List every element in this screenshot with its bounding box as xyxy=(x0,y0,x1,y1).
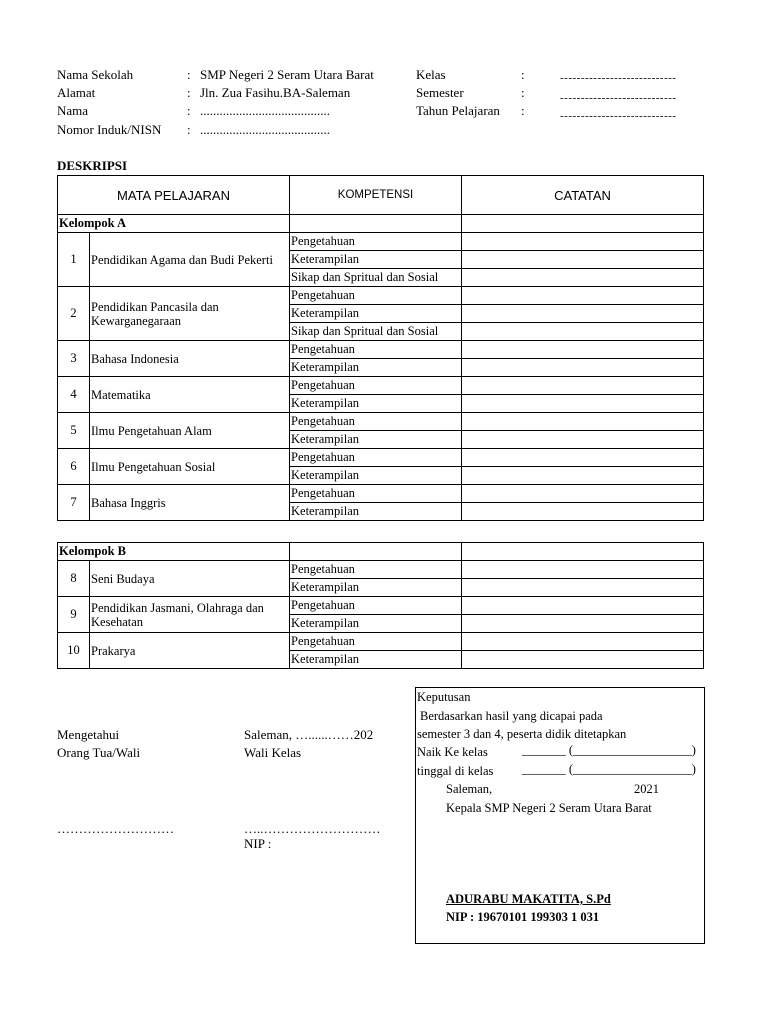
catatan-cell[interactable] xyxy=(462,449,704,467)
kelompok-a-title: Kelompok A xyxy=(58,215,290,233)
subject-name: Bahasa Indonesia xyxy=(90,341,290,377)
kepala-sekolah-nip: NIP : 19670101 199303 1 031 xyxy=(446,910,600,924)
orang-tua-label: Orang Tua/Wali xyxy=(57,745,141,760)
subject-number: 7 xyxy=(58,485,90,521)
kompetensi-cell: Keterampilan xyxy=(290,251,462,269)
catatan-cell[interactable] xyxy=(462,597,704,615)
header-mata-pelajaran: MATA PELAJARAN xyxy=(58,176,290,215)
table-row xyxy=(58,597,704,615)
catatan-cell[interactable] xyxy=(462,251,704,269)
kompetensi-cell: Pengetahuan xyxy=(290,485,462,503)
kompetensi-cell: Pengetahuan xyxy=(290,449,462,467)
nama-label: Nama xyxy=(57,103,89,118)
kompetensi-cell: Pengetahuan xyxy=(290,561,462,579)
catatan-cell[interactable] xyxy=(462,413,704,431)
catatan-cell[interactable] xyxy=(462,269,704,287)
catatan-cell[interactable] xyxy=(462,579,704,597)
kompetensi-cell: Keterampilan xyxy=(290,615,462,633)
keputusan-year: 2021 xyxy=(634,782,659,796)
subject-number: 10 xyxy=(58,633,90,669)
keputusan-box xyxy=(415,687,705,944)
kompetensi-cell: Keterampilan xyxy=(290,651,462,669)
kompetensi-cell: Pengetahuan xyxy=(290,597,462,615)
catatan-cell[interactable] xyxy=(462,323,704,341)
tinggal-kelas-label: tinggal di kelas xyxy=(417,764,494,778)
catatan-cell[interactable] xyxy=(462,395,704,413)
keputusan-line2: semester 3 dan 4, peserta didik ditetapkan xyxy=(417,727,627,741)
catatan-cell[interactable] xyxy=(462,561,704,579)
catatan-cell[interactable] xyxy=(462,287,704,305)
kompetensi-cell: Keterampilan xyxy=(290,305,462,323)
header-kompetensi: KOMPETENSI xyxy=(290,176,462,215)
catatan-cell[interactable] xyxy=(462,503,704,521)
subject-name: Pendidikan Pancasila dan Kewarganegaraan xyxy=(90,287,290,341)
colon: : xyxy=(521,67,525,82)
wali-kelas-signature-line[interactable]: …..……………………… xyxy=(244,821,381,836)
kompetensi-cell: Pengetahuan xyxy=(290,233,462,251)
kelas-label: Kelas xyxy=(416,67,446,82)
kompetensi-cell: Sikap dan Spritual dan Sosial xyxy=(290,323,462,341)
naik-kelas-label: Naik Ke kelas xyxy=(417,745,488,759)
kepala-sekolah-name: ADURABU MAKATITA, S.Pd xyxy=(446,892,611,906)
kompetensi-cell: Keterampilan xyxy=(290,395,462,413)
table-row xyxy=(58,413,704,431)
kompetensi-cell: Pengetahuan xyxy=(290,413,462,431)
kompetensi-cell: Pengetahuan xyxy=(290,377,462,395)
colon: : xyxy=(187,67,191,82)
group-row xyxy=(58,543,704,561)
colon: : xyxy=(187,103,191,118)
catatan-cell[interactable] xyxy=(462,485,704,503)
group-row xyxy=(58,215,704,233)
subject-name: Prakarya xyxy=(90,633,290,669)
kompetensi-cell: Keterampilan xyxy=(290,467,462,485)
wali-nip-label: NIP : xyxy=(244,836,272,851)
kompetensi-cell: Sikap dan Spritual dan Sosial xyxy=(290,269,462,287)
kompetensi-cell: Pengetahuan xyxy=(290,633,462,651)
kelompok-b-title: Kelompok B xyxy=(58,543,290,561)
table-row xyxy=(58,341,704,359)
keputusan-place: Saleman, xyxy=(446,782,493,796)
table-row xyxy=(58,633,704,651)
colon: : xyxy=(521,85,525,100)
orang-tua-signature-line[interactable]: ……………………… xyxy=(57,821,174,836)
tahun-blank[interactable]: ---------------------------- xyxy=(560,110,677,122)
subject-name: Pendidikan Jasmani, Olahraga dan Kesehatan xyxy=(90,597,290,633)
keputusan-title: Keputusan xyxy=(417,690,471,704)
nisn-label: Nomor Induk/NISN xyxy=(57,122,162,137)
table-row xyxy=(58,449,704,467)
nama-value[interactable]: ........................................ xyxy=(200,103,330,118)
subject-number: 3 xyxy=(58,341,90,377)
nama-sekolah-value: SMP Negeri 2 Seram Utara Barat xyxy=(200,67,374,82)
kompetensi-cell: Pengetahuan xyxy=(290,341,462,359)
semester-blank[interactable]: ---------------------------- xyxy=(560,92,677,104)
subject-name: Pendidikan Agama dan Budi Pekerti xyxy=(90,233,290,287)
kompetensi-cell: Keterampilan xyxy=(290,359,462,377)
catatan-cell[interactable] xyxy=(462,359,704,377)
catatan-cell[interactable] xyxy=(462,651,704,669)
kepala-sekolah-label: Kepala SMP Negeri 2 Seram Utara Barat xyxy=(446,801,652,815)
mengetahui: Mengetahui xyxy=(57,727,120,742)
catatan-cell[interactable] xyxy=(462,305,704,323)
table-row xyxy=(58,485,704,503)
catatan-cell[interactable] xyxy=(462,233,704,251)
semester-label: Semester xyxy=(416,85,464,100)
table-row xyxy=(58,233,704,251)
nama-sekolah-label: Nama Sekolah xyxy=(57,67,134,82)
header-catatan: CATATAN xyxy=(462,176,704,215)
saleman-date: Saleman, …......……202 xyxy=(244,727,374,742)
subject-number: 2 xyxy=(58,287,90,341)
tahun-label: Tahun Pelajaran xyxy=(416,103,500,118)
catatan-cell[interactable] xyxy=(462,341,704,359)
colon: : xyxy=(187,85,191,100)
subject-number: 1 xyxy=(58,233,90,287)
table-row xyxy=(58,561,704,579)
kompetensi-cell: Keterampilan xyxy=(290,579,462,597)
catatan-cell[interactable] xyxy=(462,467,704,485)
deskripsi-title: DESKRIPSI xyxy=(57,158,128,173)
subject-number: 4 xyxy=(58,377,90,413)
catatan-cell[interactable] xyxy=(462,615,704,633)
kelas-blank[interactable]: ---------------------------- xyxy=(560,72,677,84)
subject-number: 6 xyxy=(58,449,90,485)
table-kelompok-b xyxy=(57,542,704,669)
tinggal-kelas-value[interactable]: _______ (___________________) xyxy=(522,762,696,776)
catatan-cell[interactable] xyxy=(462,377,704,395)
subject-name: Matematika xyxy=(90,377,290,413)
colon: : xyxy=(521,103,525,118)
table-kelompok-a xyxy=(57,175,704,521)
table-header-row xyxy=(58,176,704,215)
nisn-value[interactable]: ........................................ xyxy=(200,122,330,137)
subject-name: Ilmu Pengetahuan Alam xyxy=(90,413,290,449)
catatan-cell[interactable] xyxy=(462,633,704,651)
subject-number: 8 xyxy=(58,561,90,597)
table-row xyxy=(58,287,704,305)
subject-name: Ilmu Pengetahuan Sosial xyxy=(90,449,290,485)
subject-number: 5 xyxy=(58,413,90,449)
naik-kelas-value[interactable]: _______ (___________________) xyxy=(522,743,696,757)
colon: : xyxy=(187,122,191,137)
kompetensi-cell: Keterampilan xyxy=(290,431,462,449)
table-row xyxy=(58,377,704,395)
kompetensi-cell: Keterampilan xyxy=(290,503,462,521)
subject-name: Seni Budaya xyxy=(90,561,290,597)
keputusan-line1: Berdasarkan hasil yang dicapai pada xyxy=(420,709,603,723)
catatan-cell[interactable] xyxy=(462,431,704,449)
subject-number: 9 xyxy=(58,597,90,633)
subject-name: Bahasa Inggris xyxy=(90,485,290,521)
wali-kelas-label: Wali Kelas xyxy=(244,745,302,760)
alamat-label: Alamat xyxy=(57,85,96,100)
kompetensi-cell: Pengetahuan xyxy=(290,287,462,305)
alamat-value: Jln. Zua Fasihu.BA-Saleman xyxy=(200,85,351,100)
